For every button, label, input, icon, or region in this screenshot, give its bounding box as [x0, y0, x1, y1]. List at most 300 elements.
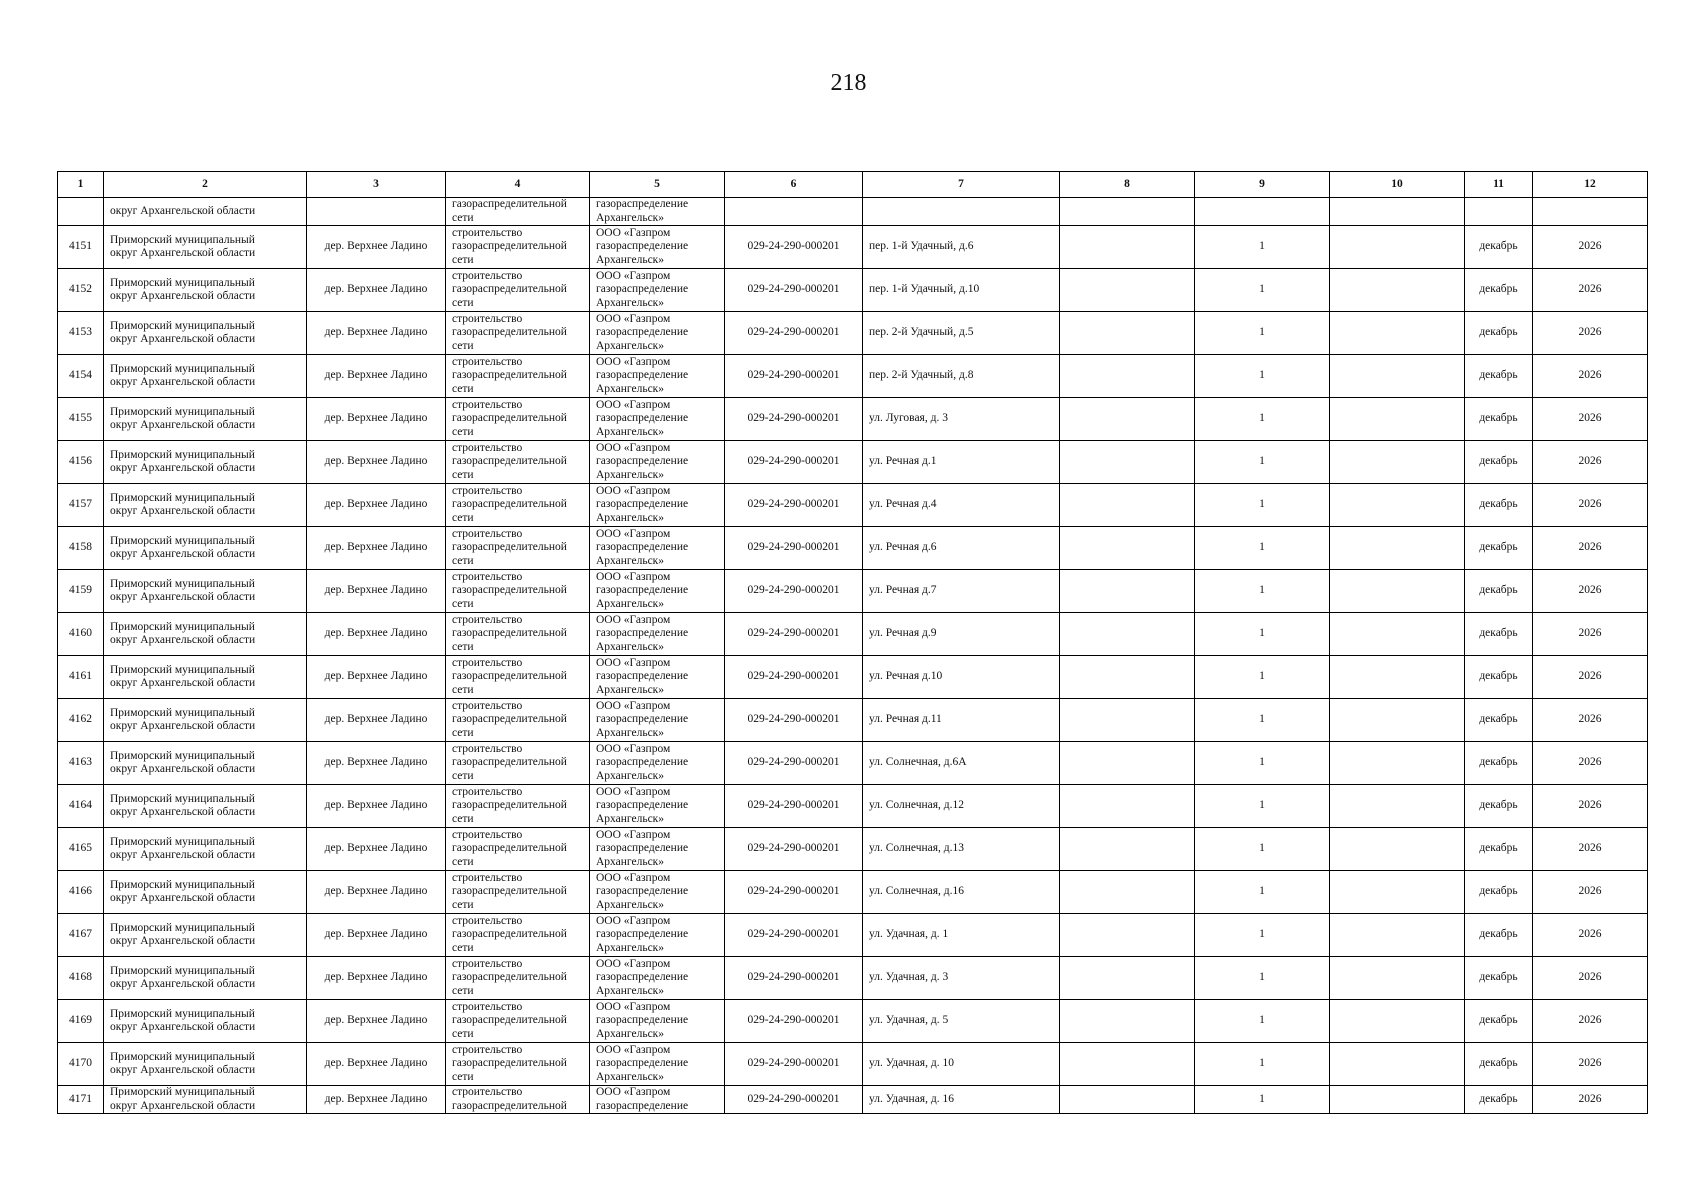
cell-col10	[1330, 441, 1465, 484]
cell-municipality: Приморский муниципальный округ Архангельской области	[104, 1086, 307, 1114]
cell-address: ул. Солнечная, д.16	[863, 871, 1060, 914]
cell-org: ООО «Газпром газораспределение Архангельск»	[590, 742, 725, 785]
cell-count: 1	[1195, 828, 1330, 871]
cell-org: газораспределение Архангельск»	[590, 198, 725, 226]
cell-settlement: дер. Верхнее Ладино	[307, 742, 446, 785]
cell-year: 2026	[1533, 527, 1648, 570]
cell-org: ООО «Газпром газораспределение Архангельск»	[590, 914, 725, 957]
cell-address: ул. Речная д.4	[863, 484, 1060, 527]
table-row	[58, 871, 1648, 914]
cell-org: ООО «Газпром газораспределение Архангельск»	[590, 441, 725, 484]
cell-code: 029-24-290-000201	[725, 441, 863, 484]
page-number: 218	[830, 70, 867, 96]
cell-settlement: дер. Верхнее Ладино	[307, 1043, 446, 1086]
cell-code: 029-24-290-000201	[725, 484, 863, 527]
cell-month: декабрь	[1465, 613, 1533, 656]
cell-municipality: Приморский муниципальный округ Архангельской области	[104, 398, 307, 441]
cell-col10	[1330, 355, 1465, 398]
cell-address: ул. Солнечная, д.13	[863, 828, 1060, 871]
cell-year: 2026	[1533, 355, 1648, 398]
cell-settlement: дер. Верхнее Ладино	[307, 398, 446, 441]
cell-org: ООО «Газпром газораспределение Архангельск»	[590, 785, 725, 828]
cell-count: 1	[1195, 1000, 1330, 1043]
header-cell: 3	[307, 172, 446, 198]
cell-code: 029-24-290-000201	[725, 398, 863, 441]
cell-code: 029-24-290-000201	[725, 914, 863, 957]
cell-org: ООО «Газпром газораспределение	[590, 1086, 725, 1114]
table-row	[58, 914, 1648, 957]
cell-month: декабрь	[1465, 1043, 1533, 1086]
cell-address: ул. Луговая, д. 3	[863, 398, 1060, 441]
cell-municipality: Приморский муниципальный округ Архангельской области	[104, 527, 307, 570]
cell-month: декабрь	[1465, 570, 1533, 613]
cell-month: декабрь	[1465, 441, 1533, 484]
cell-num: 4156	[58, 441, 104, 484]
table-row	[58, 699, 1648, 742]
cell-col8	[1060, 226, 1195, 269]
cell-num: 4164	[58, 785, 104, 828]
cell-address: ул. Речная д.11	[863, 699, 1060, 742]
cell-col8	[1060, 312, 1195, 355]
cell-count: 1	[1195, 742, 1330, 785]
table-row	[58, 226, 1648, 269]
cell-col10	[1330, 871, 1465, 914]
header-cell: 4	[446, 172, 590, 198]
header-row	[58, 172, 1648, 198]
cell-settlement: дер. Верхнее Ладино	[307, 226, 446, 269]
cell-month: декабрь	[1465, 1086, 1533, 1114]
table-row	[58, 484, 1648, 527]
cell-address: пер. 1-й Удачный, д.6	[863, 226, 1060, 269]
cell-month: декабрь	[1465, 527, 1533, 570]
cell-month: декабрь	[1465, 785, 1533, 828]
cell-col10	[1330, 312, 1465, 355]
cell-address: ул. Удачная, д. 1	[863, 914, 1060, 957]
cell-municipality: Приморский муниципальный округ Архангельской области	[104, 269, 307, 312]
cell-address: ул. Речная д.9	[863, 613, 1060, 656]
cell-code: 029-24-290-000201	[725, 226, 863, 269]
table-row	[58, 441, 1648, 484]
cell-count: 1	[1195, 441, 1330, 484]
cell-municipality: Приморский муниципальный округ Архангельской области	[104, 1000, 307, 1043]
cell-work: строительство газораспределительной сети	[446, 828, 590, 871]
cell-year: 2026	[1533, 226, 1648, 269]
cell-municipality: Приморский муниципальный округ Архангельской области	[104, 828, 307, 871]
cell-month: декабрь	[1465, 914, 1533, 957]
cell-municipality: Приморский муниципальный округ Архангельской области	[104, 441, 307, 484]
table-row	[58, 785, 1648, 828]
cell-code: 029-24-290-000201	[725, 699, 863, 742]
cell-code: 029-24-290-000201	[725, 957, 863, 1000]
cell-work: строительство газораспределительной сети	[446, 1043, 590, 1086]
cell-address: ул. Речная д.6	[863, 527, 1060, 570]
cell-col8	[1060, 269, 1195, 312]
cell-settlement: дер. Верхнее Ладино	[307, 914, 446, 957]
cell-col10	[1330, 742, 1465, 785]
cell-year: 2026	[1533, 484, 1648, 527]
cell-work: газораспределительной сети	[446, 198, 590, 226]
cell-address	[863, 198, 1060, 226]
cell-num: 4160	[58, 613, 104, 656]
cell-month: декабрь	[1465, 742, 1533, 785]
cell-col8	[1060, 871, 1195, 914]
cell-org: ООО «Газпром газораспределение Архангельск»	[590, 527, 725, 570]
cell-settlement: дер. Верхнее Ладино	[307, 1000, 446, 1043]
cell-month: декабрь	[1465, 871, 1533, 914]
cell-col8	[1060, 785, 1195, 828]
cell-col10	[1330, 570, 1465, 613]
cell-count: 1	[1195, 355, 1330, 398]
cell-num: 4169	[58, 1000, 104, 1043]
cell-col8	[1060, 198, 1195, 226]
cell-org: ООО «Газпром газораспределение Архангельск»	[590, 1043, 725, 1086]
cell-settlement: дер. Верхнее Ладино	[307, 699, 446, 742]
cell-col10	[1330, 484, 1465, 527]
table-row	[58, 613, 1648, 656]
cell-month: декабрь	[1465, 355, 1533, 398]
cell-org: ООО «Газпром газораспределение Архангельск»	[590, 269, 725, 312]
cell-col8	[1060, 355, 1195, 398]
cell-municipality: Приморский муниципальный округ Архангельской области	[104, 699, 307, 742]
cell-num: 4162	[58, 699, 104, 742]
data-table	[57, 171, 1648, 1114]
table-row	[58, 1000, 1648, 1043]
cell-municipality: Приморский муниципальный округ Архангельской области	[104, 570, 307, 613]
cell-count: 1	[1195, 570, 1330, 613]
cell-count: 1	[1195, 1043, 1330, 1086]
cell-year: 2026	[1533, 441, 1648, 484]
header-cell: 10	[1330, 172, 1465, 198]
cell-count: 1	[1195, 398, 1330, 441]
cell-code: 029-24-290-000201	[725, 1043, 863, 1086]
table-row	[58, 656, 1648, 699]
cell-col8	[1060, 1086, 1195, 1114]
table-row	[58, 742, 1648, 785]
cell-settlement: дер. Верхнее Ладино	[307, 871, 446, 914]
cell-count: 1	[1195, 871, 1330, 914]
cell-year: 2026	[1533, 656, 1648, 699]
cell-count: 1	[1195, 484, 1330, 527]
table-row	[58, 957, 1648, 1000]
header-cell: 7	[863, 172, 1060, 198]
cell-work: строительство газораспределительной сети	[446, 441, 590, 484]
cell-code: 029-24-290-000201	[725, 570, 863, 613]
cell-month: декабрь	[1465, 828, 1533, 871]
table-row	[58, 527, 1648, 570]
table-row	[58, 570, 1648, 613]
cell-count: 1	[1195, 527, 1330, 570]
cell-col8	[1060, 914, 1195, 957]
cell-num: 4170	[58, 1043, 104, 1086]
cell-col10	[1330, 1086, 1465, 1114]
cell-work: строительство газораспределительной сети	[446, 269, 590, 312]
table-row	[58, 398, 1648, 441]
header-cell: 2	[104, 172, 307, 198]
cell-address: ул. Удачная, д. 3	[863, 957, 1060, 1000]
cell-num: 4158	[58, 527, 104, 570]
cell-num: 4154	[58, 355, 104, 398]
cell-num	[58, 198, 104, 226]
cell-col8	[1060, 1000, 1195, 1043]
cell-settlement: дер. Верхнее Ладино	[307, 957, 446, 1000]
cell-month: декабрь	[1465, 269, 1533, 312]
cell-settlement: дер. Верхнее Ладино	[307, 570, 446, 613]
cell-settlement: дер. Верхнее Ладино	[307, 785, 446, 828]
cell-org: ООО «Газпром газораспределение Архангельск»	[590, 957, 725, 1000]
cell-col8	[1060, 656, 1195, 699]
cell-org: ООО «Газпром газораспределение Архангельск»	[590, 1000, 725, 1043]
cell-work: строительство газораспределительной сети	[446, 312, 590, 355]
cell-address: ул. Удачная, д. 10	[863, 1043, 1060, 1086]
cell-work: строительство газораспределительной сети	[446, 785, 590, 828]
continuation-row	[58, 198, 1648, 226]
cell-col8	[1060, 699, 1195, 742]
cell-num: 4151	[58, 226, 104, 269]
cell-municipality: Приморский муниципальный округ Архангельской области	[104, 1043, 307, 1086]
cell-org: ООО «Газпром газораспределение Архангельск»	[590, 828, 725, 871]
cell-col10	[1330, 656, 1465, 699]
cell-col10	[1330, 914, 1465, 957]
cell-month: декабрь	[1465, 312, 1533, 355]
cell-code: 029-24-290-000201	[725, 828, 863, 871]
cell-num: 4159	[58, 570, 104, 613]
cell-count: 1	[1195, 269, 1330, 312]
cell-code: 029-24-290-000201	[725, 742, 863, 785]
cell-year: 2026	[1533, 570, 1648, 613]
header-cell: 9	[1195, 172, 1330, 198]
cell-year: 2026	[1533, 699, 1648, 742]
cell-col8	[1060, 484, 1195, 527]
cell-col10	[1330, 226, 1465, 269]
cell-municipality: Приморский муниципальный округ Архангельской области	[104, 871, 307, 914]
cell-code: 029-24-290-000201	[725, 312, 863, 355]
cell-count: 1	[1195, 699, 1330, 742]
table-row	[58, 1086, 1648, 1114]
cell-address: пер. 1-й Удачный, д.10	[863, 269, 1060, 312]
cell-count: 1	[1195, 656, 1330, 699]
cell-col8	[1060, 441, 1195, 484]
cell-count: 1	[1195, 312, 1330, 355]
cell-work: строительство газораспределительной сети	[446, 699, 590, 742]
cell-org: ООО «Газпром газораспределение Архангельск»	[590, 613, 725, 656]
cell-col10	[1330, 785, 1465, 828]
cell-settlement: дер. Верхнее Ладино	[307, 355, 446, 398]
cell-year: 2026	[1533, 1043, 1648, 1086]
table-row	[58, 828, 1648, 871]
cell-num: 4153	[58, 312, 104, 355]
cell-col10	[1330, 1000, 1465, 1043]
cell-col8	[1060, 570, 1195, 613]
cell-code: 029-24-290-000201	[725, 1000, 863, 1043]
cell-num: 4155	[58, 398, 104, 441]
cell-municipality: Приморский муниципальный округ Архангельской области	[104, 742, 307, 785]
cell-municipality: Приморский муниципальный округ Архангельской области	[104, 656, 307, 699]
cell-address: ул. Удачная, д. 16	[863, 1086, 1060, 1114]
cell-col10	[1330, 198, 1465, 226]
cell-address: пер. 2-й Удачный, д.5	[863, 312, 1060, 355]
cell-count: 1	[1195, 226, 1330, 269]
cell-settlement: дер. Верхнее Ладино	[307, 441, 446, 484]
header-cell: 1	[58, 172, 104, 198]
cell-num: 4163	[58, 742, 104, 785]
cell-work: строительство газораспределительной	[446, 1086, 590, 1114]
cell-work: строительство газораспределительной сети	[446, 871, 590, 914]
cell-col8	[1060, 957, 1195, 1000]
cell-year: 2026	[1533, 785, 1648, 828]
cell-month	[1465, 198, 1533, 226]
cell-work: строительство газораспределительной сети	[446, 613, 590, 656]
cell-year: 2026	[1533, 613, 1648, 656]
cell-count	[1195, 198, 1330, 226]
cell-month: декабрь	[1465, 957, 1533, 1000]
cell-work: строительство газораспределительной сети	[446, 226, 590, 269]
cell-settlement: дер. Верхнее Ладино	[307, 828, 446, 871]
cell-col10	[1330, 398, 1465, 441]
cell-address: ул. Солнечная, д.12	[863, 785, 1060, 828]
table-row	[58, 1043, 1648, 1086]
table-row	[58, 355, 1648, 398]
cell-month: декабрь	[1465, 484, 1533, 527]
cell-municipality: Приморский муниципальный округ Архангельской области	[104, 914, 307, 957]
cell-num: 4161	[58, 656, 104, 699]
cell-municipality: Приморский муниципальный округ Архангельской области	[104, 957, 307, 1000]
header-cell: 8	[1060, 172, 1195, 198]
cell-org: ООО «Газпром газораспределение Архангельск»	[590, 226, 725, 269]
header-cell: 12	[1533, 172, 1648, 198]
cell-work: строительство газораспределительной сети	[446, 957, 590, 1000]
cell-col8	[1060, 1043, 1195, 1086]
cell-year: 2026	[1533, 398, 1648, 441]
cell-work: строительство газораспределительной сети	[446, 355, 590, 398]
cell-year: 2026	[1533, 914, 1648, 957]
cell-code: 029-24-290-000201	[725, 355, 863, 398]
cell-settlement	[307, 198, 446, 226]
cell-municipality: Приморский муниципальный округ Архангельской области	[104, 312, 307, 355]
cell-settlement: дер. Верхнее Ладино	[307, 1086, 446, 1114]
cell-col10	[1330, 957, 1465, 1000]
cell-year: 2026	[1533, 1000, 1648, 1043]
cell-work: строительство газораспределительной сети	[446, 484, 590, 527]
cell-col10	[1330, 527, 1465, 570]
cell-col8	[1060, 742, 1195, 785]
cell-num: 4167	[58, 914, 104, 957]
cell-code	[725, 198, 863, 226]
cell-code: 029-24-290-000201	[725, 269, 863, 312]
cell-num: 4171	[58, 1086, 104, 1114]
cell-year: 2026	[1533, 828, 1648, 871]
cell-year: 2026	[1533, 957, 1648, 1000]
cell-settlement: дер. Верхнее Ладино	[307, 656, 446, 699]
cell-org: ООО «Газпром газораспределение Архангельск»	[590, 570, 725, 613]
cell-address: пер. 2-й Удачный, д.8	[863, 355, 1060, 398]
cell-code: 029-24-290-000201	[725, 871, 863, 914]
cell-month: декабрь	[1465, 699, 1533, 742]
cell-work: строительство газораспределительной сети	[446, 656, 590, 699]
cell-code: 029-24-290-000201	[725, 1086, 863, 1114]
cell-municipality: округ Архангельской области	[104, 198, 307, 226]
cell-num: 4168	[58, 957, 104, 1000]
cell-org: ООО «Газпром газораспределение Архангельск»	[590, 355, 725, 398]
cell-code: 029-24-290-000201	[725, 613, 863, 656]
cell-col10	[1330, 613, 1465, 656]
cell-org: ООО «Газпром газораспределение Архангельск»	[590, 312, 725, 355]
cell-year	[1533, 198, 1648, 226]
cell-count: 1	[1195, 613, 1330, 656]
cell-org: ООО «Газпром газораспределение Архангельск»	[590, 871, 725, 914]
table-row	[58, 269, 1648, 312]
cell-settlement: дер. Верхнее Ладино	[307, 484, 446, 527]
cell-municipality: Приморский муниципальный округ Архангельской области	[104, 355, 307, 398]
cell-work: строительство газораспределительной сети	[446, 527, 590, 570]
cell-work: строительство газораспределительной сети	[446, 914, 590, 957]
cell-col8	[1060, 613, 1195, 656]
header-cell: 11	[1465, 172, 1533, 198]
cell-org: ООО «Газпром газораспределение Архангельск»	[590, 656, 725, 699]
cell-count: 1	[1195, 1086, 1330, 1114]
header-cell: 6	[725, 172, 863, 198]
cell-year: 2026	[1533, 312, 1648, 355]
cell-col8	[1060, 398, 1195, 441]
cell-municipality: Приморский муниципальный округ Архангельской области	[104, 484, 307, 527]
cell-municipality: Приморский муниципальный округ Архангельской области	[104, 613, 307, 656]
cell-settlement: дер. Верхнее Ладино	[307, 269, 446, 312]
cell-year: 2026	[1533, 269, 1648, 312]
cell-num: 4165	[58, 828, 104, 871]
cell-year: 2026	[1533, 1086, 1648, 1114]
cell-count: 1	[1195, 914, 1330, 957]
cell-num: 4157	[58, 484, 104, 527]
cell-code: 029-24-290-000201	[725, 656, 863, 699]
cell-count: 1	[1195, 785, 1330, 828]
cell-address: ул. Речная д.7	[863, 570, 1060, 613]
cell-address: ул. Речная д.10	[863, 656, 1060, 699]
cell-code: 029-24-290-000201	[725, 785, 863, 828]
cell-settlement: дер. Верхнее Ладино	[307, 613, 446, 656]
cell-month: декабрь	[1465, 226, 1533, 269]
cell-num: 4166	[58, 871, 104, 914]
cell-col8	[1060, 527, 1195, 570]
cell-col10	[1330, 1043, 1465, 1086]
cell-work: строительство газораспределительной сети	[446, 570, 590, 613]
cell-month: декабрь	[1465, 398, 1533, 441]
table-row	[58, 312, 1648, 355]
cell-work: строительство газораспределительной сети	[446, 742, 590, 785]
cell-address: ул. Речная д.1	[863, 441, 1060, 484]
cell-code: 029-24-290-000201	[725, 527, 863, 570]
cell-col10	[1330, 828, 1465, 871]
cell-org: ООО «Газпром газораспределение Архангельск»	[590, 484, 725, 527]
cell-address: ул. Солнечная, д.6А	[863, 742, 1060, 785]
cell-org: ООО «Газпром газораспределение Архангельск»	[590, 699, 725, 742]
cell-work: строительство газораспределительной сети	[446, 1000, 590, 1043]
cell-year: 2026	[1533, 742, 1648, 785]
cell-col10	[1330, 269, 1465, 312]
cell-num: 4152	[58, 269, 104, 312]
cell-month: декабрь	[1465, 656, 1533, 699]
cell-municipality: Приморский муниципальный округ Архангельской области	[104, 785, 307, 828]
cell-address: ул. Удачная, д. 5	[863, 1000, 1060, 1043]
cell-work: строительство газораспределительной сети	[446, 398, 590, 441]
cell-municipality: Приморский муниципальный округ Архангельской области	[104, 226, 307, 269]
cell-count: 1	[1195, 957, 1330, 1000]
cell-settlement: дер. Верхнее Ладино	[307, 527, 446, 570]
cell-col8	[1060, 828, 1195, 871]
header-cell: 5	[590, 172, 725, 198]
cell-settlement: дер. Верхнее Ладино	[307, 312, 446, 355]
cell-year: 2026	[1533, 871, 1648, 914]
cell-month: декабрь	[1465, 1000, 1533, 1043]
cell-org: ООО «Газпром газораспределение Архангельск»	[590, 398, 725, 441]
